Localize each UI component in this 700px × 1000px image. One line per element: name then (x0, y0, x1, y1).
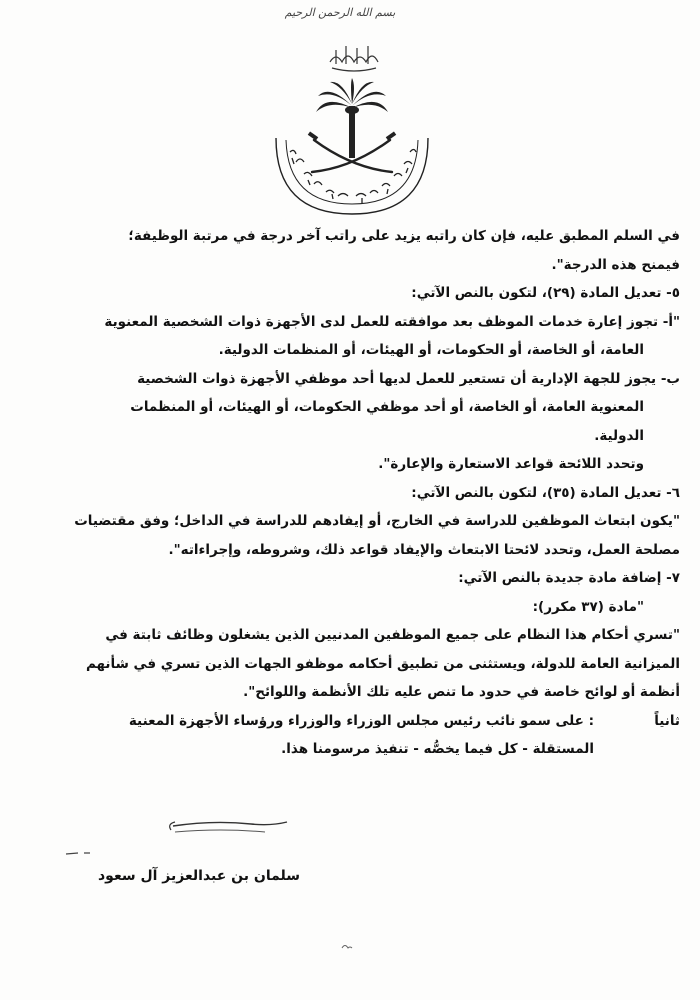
body-line: ٥- تعديل المادة (٢٩)، لتكون بالنص الآتي: (411, 285, 680, 301)
body-line: المعنوية العامة، أو الخاصة، أو أحد موظفي الحكومات، أو الهيئات، أو المنظمات (130, 399, 644, 415)
body-line: العامة، أو الخاصة، أو الحكومات، أو الهيئات، أو المنظمات الدولية. (218, 342, 644, 358)
body-line: ٧- إضافة مادة جديدة بالنص الآتي: (458, 570, 680, 586)
body-line: ب- يجوز للجهة الإدارية أن تستعير للعمل لديها أحد موظفي الأجهزة ذوات الشخصية (137, 370, 680, 387)
body-line: الميزانية العامة للدولة، ويستثنى من تطبيق أحكامه موظفو الجهات الذين تسري في شأنهم (85, 655, 680, 672)
signatory-name: سلمان بن عبدالعزيز آل سعود (97, 868, 300, 884)
body-line: مصلحة العمل، وتحدد لائحتا الابتعاث والإيفاد قواعد ذلك، وشروطه، وإجراءاته". (168, 541, 680, 558)
body-line: "يكون ابتعاث الموظفين للدراسة في الخارج، أو إيفادهم للدراسة في الداخل؛ وفق مقتضيات (74, 513, 680, 529)
signature-mark (165, 810, 305, 850)
body-line: المستقلة - كل فيما يخصُّه - تنفيذ مرسومنا هذا. (281, 741, 594, 757)
decree-body (20, 222, 680, 764)
body-line: الدولية. (594, 427, 644, 444)
body-line: "أ- تجوز إعارة خدمات الموظف بعد موافقته للعمل لدى الأجهزة ذوات الشخصية المعنوية (104, 313, 680, 330)
body-line: في السلم المطبق عليه، فإن كان راتبه يزيد على راتب آخر درجة في مرتبة الوظيفة؛ (128, 228, 680, 244)
ink-mark (64, 848, 94, 858)
basmala: بسم الله الرحمن الرحيم (284, 6, 396, 19)
body-line: "تسري أحكام هذا النظام على جميع الموظفين المدنيين الذين يشغلون وظائف ثابتة في (105, 627, 680, 643)
saudi-emblem-icon (262, 28, 442, 218)
body-line: "مادة (٣٧ مكرر): (532, 598, 644, 615)
body-line: : على سمو نائب رئيس مجلس الوزراء والوزراء ورؤساء الأجهزة المعنية (128, 712, 594, 729)
ink-mark (338, 940, 358, 952)
clause-second-label: ثانياً (654, 712, 680, 729)
body-line: فيمنح هذه الدرجة". (551, 256, 680, 273)
clause-second (20, 707, 680, 764)
clause-second-text (20, 707, 622, 764)
body-line: ٦- تعديل المادة (٣٥)، لتكون بالنص الآتي: (411, 484, 680, 501)
body-line: وتحدد اللائحة قواعد الاستعارة والإعارة". (378, 456, 644, 472)
body-line: أنظمة أو لوائح خاصة في حدود ما تنص عليه تلك الأنظمة واللوائح". (243, 684, 680, 700)
